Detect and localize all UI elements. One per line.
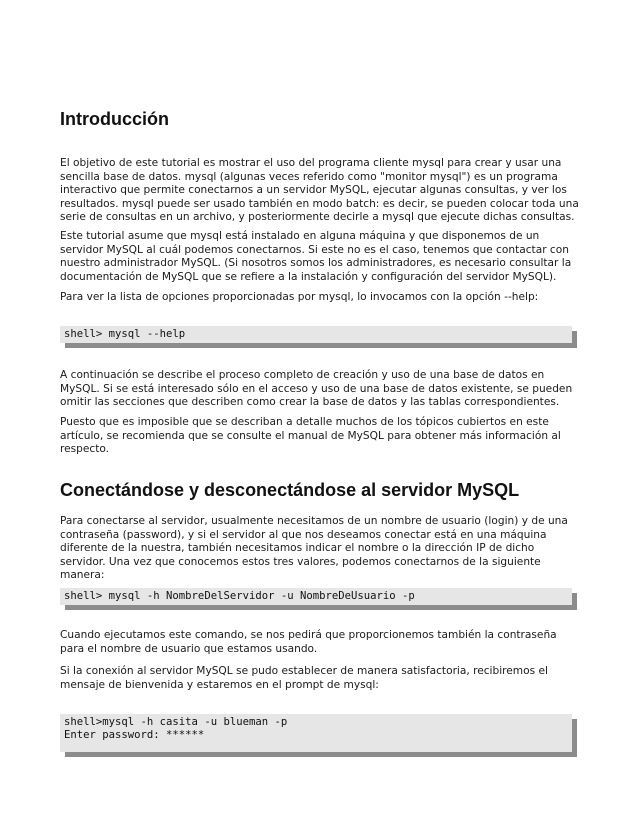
paragraph-intro-1: El objetivo de este tutorial es mostrar el uso del programa cliente mysql para crear y usar una sencilla base de datos. mysql (algunas veces referido como "monitor mysql") es un programa interactivo que permite conectarnos a un servidor MySQL, ejecutar algunas consultas, y ver los resultados. mysql puede ser usado también en modo batch: es decir, se pueden colocar toda una serie de consultas en un archivo, y posteriormente decirle a mysql que ejecute dichas consultas. (60, 157, 579, 223)
heading-conectandose: Conectándose y desconectándose al servidor MySQL (60, 480, 520, 500)
heading-introduccion: Introducción (60, 109, 169, 129)
code-block-connect (60, 588, 572, 605)
paragraph-connect-3: Si la conexión al servidor MySQL se pudo establecer de manera satisfactoria, recibiremos el mensaje de bienvenida y estaremos en el prompt de mysql: (60, 665, 548, 691)
code-block-login (60, 714, 572, 752)
paragraph-connect-2: Cuando ejecutamos este comando, se nos pedirá que proporcionemos también la contraseña para el nombre de usuario que estamos usando. (60, 629, 557, 655)
code-text-help: shell> mysql --help (60, 326, 572, 343)
paragraph-intro-3: Para ver la lista de opciones proporcionadas por mysql, lo invocamos con la opción --help: (60, 291, 539, 303)
paragraph-intro-2: Este tutorial asume que mysql está instalado en alguna máquina y que disponemos de un servidor MySQL al cuál podemos conectarnos. Si este no es el caso, tenemos que contactar con nuestro administrador MySQL. (Si nosotros somos los administradores, es necesario consultar la documentación de MySQL que se refiere a la instalación y configuración del servidor MySQL). (60, 230, 572, 283)
paragraph-intro-5: Puesto que es imposible que se describan a detalle muchos de los tópicos cubiertos en este artículo, se recomienda que se consulte el manual de MySQL para obtener más información al respecto. (60, 416, 561, 455)
paragraph-intro-4: A continuación se describe el proceso completo de creación y uso de una base de datos en MySQL. Si se está interesado sólo en el acceso y uso de una base de datos existente, se pueden omitir las secciones que describen como crear la base de datos y las tablas correspondientes. (60, 369, 573, 408)
paragraph-connect-1: Para conectarse al servidor, usualmente necesitamos de un nombre de usuario (login) y de una contraseña (password), y si el servidor al que nos deseamos conectar está en una máquina diferente de la nuestra, también necesitamos indicar el nombre o la dirección IP de dicho servidor. Una vez que conocemos estos tres valores, podemos conectarnos de la siguiente manera: (60, 515, 568, 581)
code-text-connect: shell> mysql -h NombreDelServidor -u NombreDeUsuario -p (60, 588, 572, 605)
code-block-help (60, 326, 572, 343)
code-text-login: shell>mysql -h casita -u blueman -p Enter password: ****** (60, 714, 572, 752)
